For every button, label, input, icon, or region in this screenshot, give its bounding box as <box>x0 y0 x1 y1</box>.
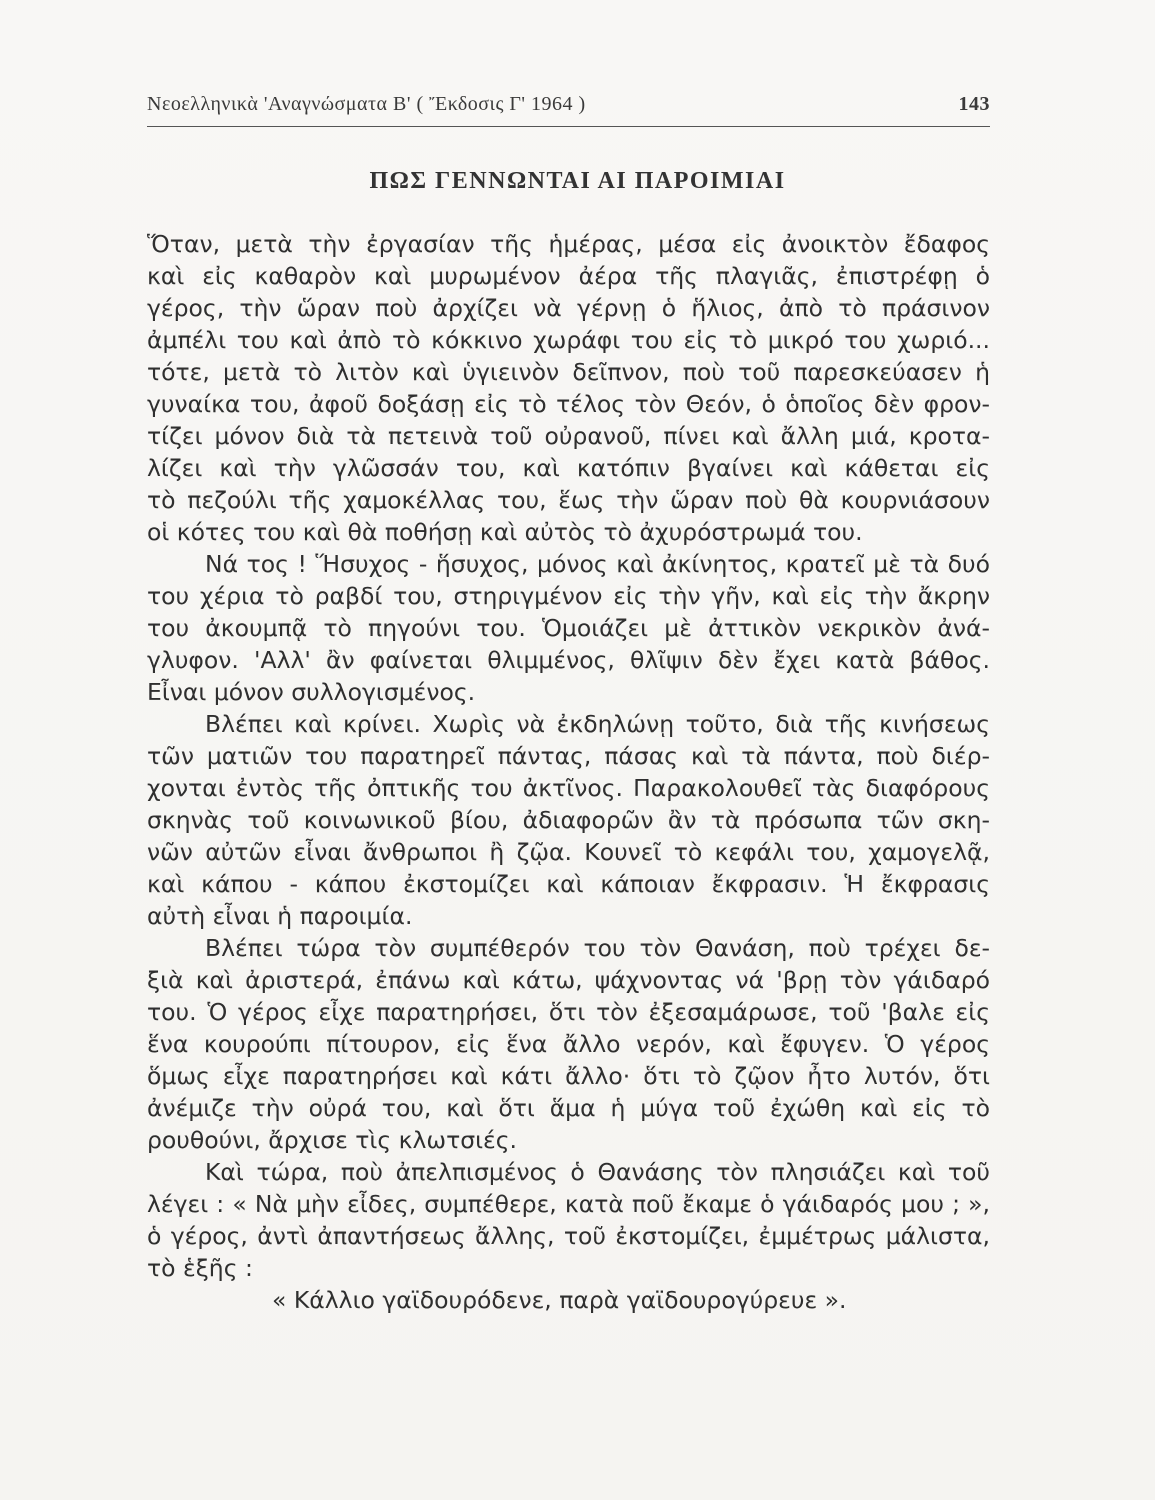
text-line: Ὅταν, μετὰ τὴν ἐργασίαν τῆς ἡμέρας, μέσα εἰς ἀνοικτὸν ἔδαφος <box>147 230 990 258</box>
proverb-line: « Κάλλιο γαϊδουρόδενε, παρὰ γαϊδουρογύρευε ». <box>272 1286 847 1314</box>
page-number: 143 <box>958 93 990 115</box>
text-line: καὶ εἰς καθαρὸν καὶ μυρωμένον ἀέρα τῆς πλαγιᾶς, ἐπιστρέφῃ ὁ <box>147 262 990 290</box>
text-line: ἀνέμιζε τὴν οὐρά του, καὶ ὅτι ἅμα ἡ μύγα τοῦ ἐχώθη καὶ εἰς τὸ <box>147 1094 990 1122</box>
body-text <box>147 228 990 1316</box>
text-line: σκηνὰς τοῦ κοινωνικοῦ βίου, ἀδιαφορῶν ἂν τὰ πρόσωπα τῶν σκη- <box>147 806 990 834</box>
text-line: λίζει καὶ τὴν γλῶσσάν του, καὶ κατόπιν βγαίνει καὶ κάθεται εἰς <box>147 454 990 482</box>
text-line: Καὶ τώρα, ποὺ ἀπελπισμένος ὁ Θανάσης τὸν πλησιάζει καὶ τοῦ <box>205 1158 990 1186</box>
text-line: τίζει μόνον διὰ τὰ πετεινὰ τοῦ οὐρανοῦ, πίνει καὶ ἄλλη μιά, κροτα- <box>147 422 990 450</box>
text-line: γλυφον. 'Αλλ' ἂν φαίνεται θλιμμένος, θλῖψιν δὲν ἔχει κατὰ βάθος. <box>147 646 990 674</box>
text-line: του χέρια τὸ ραβδί του, στηριγμένον εἰς τὴν γῆν, καὶ εἰς τὴν ἄκρην <box>147 582 990 610</box>
header-rule <box>147 126 990 127</box>
text-line: οἱ κότες του καὶ θὰ ποθήσῃ καὶ αὐτὸς τὸ ἀχυρόστρωμά του. <box>147 518 863 546</box>
text-line: Εἶναι μόνον συλλογισμένος. <box>147 678 476 706</box>
text-line: ὁ γέρος, ἀντὶ ἀπαντήσεως ἄλλης, τοῦ ἐκστομίζει, ἐμμέτρως μάλιστα, <box>147 1222 990 1250</box>
text-line: καὶ κάπου - κάπου ἐκστομίζει καὶ κάποιαν ἔκφρασιν. Ἡ ἔκφρασις <box>147 870 990 898</box>
text-line: νῶν αὐτῶν εἶναι ἄνθρωποι ἢ ζῷα. Κουνεῖ τὸ κεφάλι του, χαμογελᾷ, <box>147 838 990 866</box>
running-title: Νεοελληνικὰ 'Αναγνώσματα Β' ( Ἔκδοσις Γ' 1964 ) <box>147 93 586 115</box>
text-line: ὅμως εἶχε παρατηρήσει καὶ κάτι ἄλλο· ὅτι τὸ ζῷον ἦτο λυτόν, ὅτι <box>147 1062 990 1090</box>
text-line: τὸ πεζούλι τῆς χαμοκέλλας του, ἕως τὴν ὥραν ποὺ θὰ κουρνιάσουν <box>147 486 990 514</box>
text-line: του. Ὁ γέρος εἶχε παρατηρήσει, ὅτι τὸν ἐξεσαμάρωσε, τοῦ 'βαλε εἰς <box>147 998 990 1026</box>
text-line: ἕνα κουρούπι πίτουρον, εἰς ἕνα ἄλλο νερόν, καὶ ἔφυγεν. Ὁ γέρος <box>147 1030 990 1058</box>
text-line: χονται ἐντὸς τῆς ὀπτικῆς του ἀκτῖνος. Παρακολουθεῖ τὰς διαφόρους <box>147 774 990 802</box>
text-line: ξιὰ καὶ ἀριστερά, ἐπάνω καὶ κάτω, ψάχνοντας νά 'βρῃ τὸν γάιδαρό <box>147 966 990 994</box>
text-line: ἀμπέλι του καὶ ἀπὸ τὸ κόκκινο χωράφι του εἰς τὸ μικρό του χωριό... <box>147 326 990 354</box>
text-line: Βλέπει καὶ κρίνει. Χωρὶς νὰ ἐκδηλώνῃ τοῦτο, διὰ τῆς κινήσεως <box>205 710 990 738</box>
text-line: τὸ ἑξῆς : <box>147 1254 253 1282</box>
text-line: αὐτὴ εἶναι ἡ παροιμία. <box>147 902 413 930</box>
running-header <box>147 93 990 123</box>
text-line: Βλέπει τώρα τὸν συμπέθερόν του τὸν Θανάση, ποὺ τρέχει δε- <box>205 934 990 962</box>
chapter-title: ΠΩΣ ΓΕΝΝΩΝΤΑΙ ΑΙ ΠΑΡΟΙΜΙΑΙ <box>369 168 786 194</box>
text-line: ρουθούνι, ἄρχισε τὶς κλωτσιές. <box>147 1126 518 1154</box>
text-line: γυναίκα του, ἀφοῦ δοξάσῃ εἰς τὸ τέλος τὸν Θεόν, ὁ ὁποῖος δὲν φρον- <box>147 390 990 418</box>
text-line: του ἀκουμπᾷ τὸ πηγούνι του. Ὁμοιάζει μὲ ἀττικὸν νεκρικὸν ἀνά- <box>147 614 990 642</box>
text-line: Νά τος ! Ἥσυχος - ἥσυχος, μόνος καὶ ἀκίνητος, κρατεῖ μὲ τὰ δυό <box>205 550 990 578</box>
text-line: τότε, μετὰ τὸ λιτὸν καὶ ὑγιεινὸν δεῖπνον, ποὺ τοῦ παρεσκεύασεν ἡ <box>147 358 990 386</box>
text-line: λέγει : « Νὰ μὴν εἶδες, συμπέθερε, κατὰ ποῦ ἔκαμε ὁ γάιδαρός μου ; », <box>147 1190 990 1218</box>
text-line: γέρος, τὴν ὥραν ποὺ ἀρχίζει νὰ γέρνῃ ὁ ἥλιος, ἀπὸ τὸ πράσινον <box>147 294 990 322</box>
text-line: τῶν ματιῶν του παρατηρεῖ πάντας, πάσας καὶ τὰ πάντα, ποὺ διέρ- <box>147 742 990 770</box>
